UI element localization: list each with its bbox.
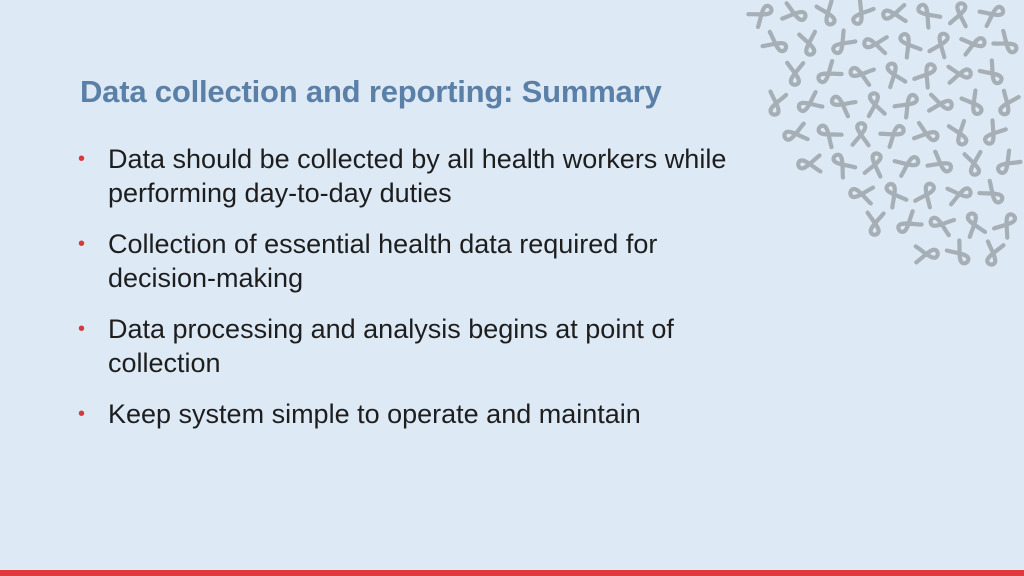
bullet-text: Collection of essential health data required for decision-making (108, 229, 658, 293)
awareness-ribbon-icon (865, 92, 884, 116)
awareness-ribbon-icon (980, 120, 1005, 147)
ribbon-pattern (744, 0, 1024, 270)
awareness-ribbon-icon (993, 31, 1020, 57)
awareness-ribbon-icon (980, 2, 1007, 26)
awareness-ribbon-icon (949, 121, 971, 147)
awareness-ribbon-icon (883, 61, 905, 87)
slide-title: Data collection and reporting: Summary (80, 74, 662, 109)
awareness-ribbon-icon (815, 61, 842, 87)
awareness-ribbon-icon (995, 91, 1018, 117)
awareness-ribbon-icon (895, 152, 921, 175)
awareness-ribbon-icon (961, 33, 986, 54)
awareness-ribbon-icon (963, 211, 985, 237)
bullet-text: Keep system simple to operate and maintain (108, 399, 641, 429)
awareness-ribbon-icon (916, 246, 938, 263)
bottom-accent-bar (0, 570, 1024, 576)
awareness-ribbon-icon (748, 1, 775, 27)
awareness-ribbon-icon (895, 91, 922, 118)
bullet-text: Data processing and analysis begins at point of collection (108, 314, 674, 378)
awareness-ribbon-icon (787, 63, 803, 85)
bullet-dot: • (78, 403, 86, 425)
awareness-ribbon-icon (796, 92, 822, 116)
awareness-ribbon-icon (895, 211, 922, 236)
awareness-ribbon-icon (914, 1, 940, 28)
awareness-ribbon-icon (815, 121, 842, 147)
awareness-ribbon-icon (848, 63, 873, 85)
awareness-ribbon-icon (829, 92, 856, 116)
bullet-dot: • (78, 148, 86, 170)
awareness-ribbon-icon (950, 2, 970, 26)
awareness-ribbon-icon (853, 123, 870, 145)
awareness-ribbon-icon (882, 181, 907, 208)
awareness-ribbon-icon (763, 32, 790, 56)
awareness-ribbon-icon (914, 61, 939, 88)
awareness-ribbon-icon (849, 185, 873, 204)
awareness-ribbon-icon (965, 152, 984, 176)
bullet-item (78, 142, 758, 210)
awareness-ribbon-icon (799, 32, 819, 56)
awareness-ribbon-icon (782, 3, 807, 24)
awareness-ribbon-icon (865, 152, 885, 177)
awareness-ribbon-icon (817, 1, 840, 27)
awareness-ribbon-icon (783, 124, 808, 145)
awareness-ribbon-icon (929, 31, 952, 57)
awareness-ribbon-icon (849, 0, 874, 27)
bullet-text: Data should be collected by all health workers while performing day-to-day duties (108, 144, 727, 208)
bullet-list (78, 142, 758, 448)
awareness-ribbon-icon (947, 240, 973, 267)
awareness-ribbon-icon (994, 211, 1020, 238)
awareness-ribbon-icon (766, 92, 786, 117)
bullet-dot: • (78, 233, 86, 255)
awareness-ribbon-icon (980, 60, 1006, 87)
awareness-ribbon-icon (915, 181, 938, 207)
awareness-ribbon-icon (883, 5, 906, 23)
awareness-ribbon-icon (928, 152, 955, 177)
awareness-ribbon-icon (983, 241, 1004, 266)
awareness-ribbon-icon (829, 30, 856, 57)
awareness-ribbon-icon (979, 181, 1006, 207)
awareness-ribbon-icon (866, 213, 883, 236)
awareness-ribbon-icon (914, 123, 940, 145)
awareness-ribbon-icon (829, 151, 855, 178)
awareness-ribbon-icon (962, 90, 987, 117)
awareness-ribbon-icon (947, 184, 972, 204)
awareness-ribbon-icon (880, 121, 907, 147)
awareness-ribbon-icon (896, 31, 921, 58)
awareness-ribbon-icon (994, 151, 1021, 178)
bullet-item (78, 397, 758, 431)
awareness-ribbon-icon (928, 213, 954, 235)
awareness-ribbon-icon (798, 155, 821, 172)
bullet-dot: • (78, 318, 86, 340)
bullet-item (78, 312, 758, 380)
awareness-ribbon-icon (948, 65, 971, 82)
awareness-ribbon-icon (863, 35, 886, 53)
bullet-item (78, 227, 758, 295)
awareness-ribbon-icon (929, 95, 953, 114)
